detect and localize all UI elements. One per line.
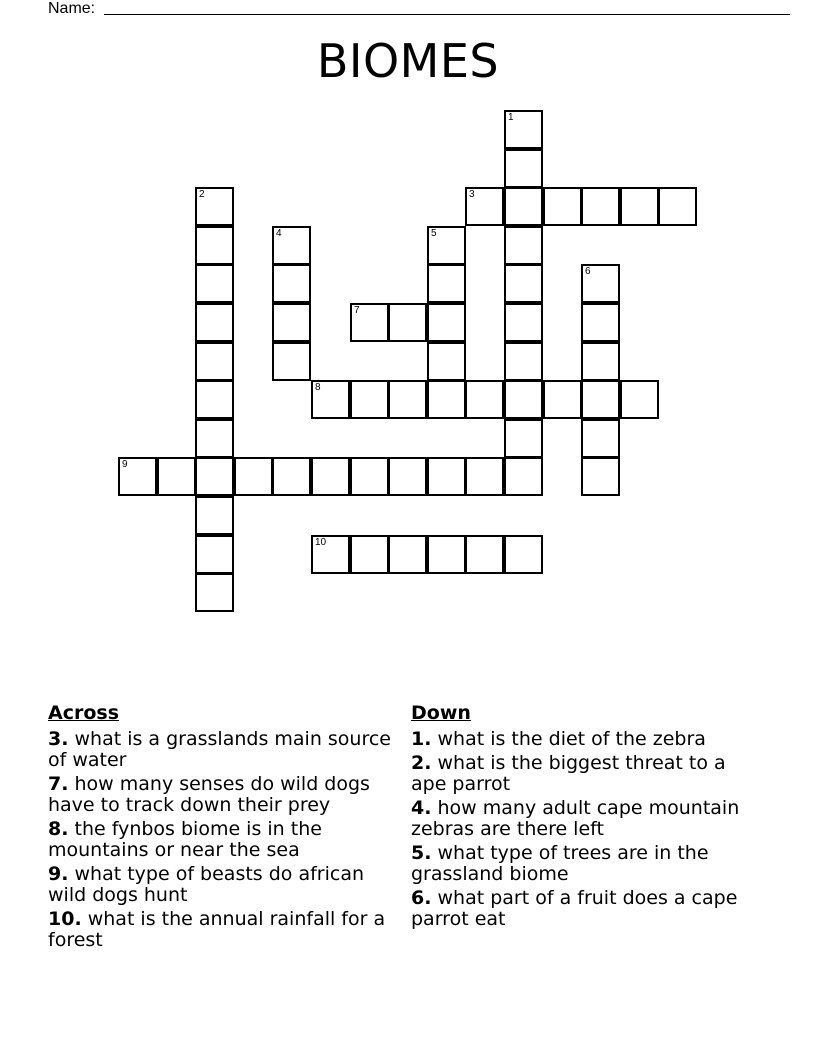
- across-clue: [48, 774, 393, 816]
- grid-cell[interactable]: [427, 342, 466, 381]
- grid-cell[interactable]: [658, 187, 697, 226]
- down-clue: [411, 888, 761, 930]
- clue-num: 6.: [411, 887, 432, 909]
- grid-cell[interactable]: [388, 380, 427, 419]
- grid-cell[interactable]: [581, 380, 620, 419]
- clue-number: 9: [122, 459, 128, 470]
- clue-num: 2.: [411, 752, 432, 774]
- grid-cell[interactable]: [504, 535, 543, 574]
- clue-number: 3: [469, 189, 475, 200]
- grid-cell[interactable]: [272, 457, 311, 496]
- cell-3[interactable]: [465, 187, 504, 226]
- grid-cell[interactable]: [195, 573, 234, 612]
- grid-cell[interactable]: [543, 187, 582, 226]
- grid-cell[interactable]: [504, 264, 543, 303]
- grid-cell[interactable]: [504, 457, 543, 496]
- clue-text: what is a grasslands main source of water: [48, 728, 391, 771]
- across-clue: [48, 819, 393, 861]
- across-clue-list: [48, 729, 393, 951]
- clue-num: 1.: [411, 728, 432, 750]
- grid-cell[interactable]: [157, 457, 196, 496]
- grid-cell[interactable]: [581, 342, 620, 381]
- cell-10[interactable]: [311, 535, 350, 574]
- grid-cell[interactable]: [581, 303, 620, 342]
- grid-cell[interactable]: [620, 380, 659, 419]
- clue-number: 8: [315, 382, 321, 393]
- grid-cell[interactable]: [427, 380, 466, 419]
- down-clue-list: [411, 729, 761, 930]
- clue-num: 8.: [48, 818, 69, 840]
- grid-cell[interactable]: [195, 457, 234, 496]
- across-clue: [48, 864, 393, 906]
- down-clue: [411, 729, 761, 750]
- clue-num: 3.: [48, 728, 69, 750]
- grid-cell[interactable]: [504, 419, 543, 458]
- grid-cell[interactable]: [272, 303, 311, 342]
- grid-cell[interactable]: [581, 457, 620, 496]
- clue-number: 4: [276, 228, 282, 239]
- down-clue: [411, 753, 761, 795]
- clue-number: 1: [508, 112, 514, 123]
- clue-number: 7: [354, 305, 360, 316]
- clue-num: 5.: [411, 842, 432, 864]
- across-clue: [48, 729, 393, 771]
- clue-text: what is the annual rainfall for a forest: [48, 908, 386, 951]
- down-clue: [411, 843, 761, 885]
- grid-cell[interactable]: [388, 457, 427, 496]
- grid-cell[interactable]: [234, 457, 273, 496]
- grid-cell[interactable]: [272, 264, 311, 303]
- clue-num: 4.: [411, 797, 432, 819]
- clue-num: 9.: [48, 863, 69, 885]
- grid-cell[interactable]: [427, 303, 466, 342]
- cell-7[interactable]: [350, 303, 389, 342]
- clue-number: 2: [199, 189, 205, 200]
- across-clues: [48, 703, 393, 954]
- grid-cell[interactable]: [465, 457, 504, 496]
- grid-cell[interactable]: [465, 380, 504, 419]
- grid-cell[interactable]: [311, 457, 350, 496]
- down-heading: Down: [411, 702, 471, 724]
- cell-1[interactable]: [504, 110, 543, 149]
- grid-cell[interactable]: [388, 535, 427, 574]
- clue-text: what type of beasts do african wild dogs hunt: [48, 863, 365, 906]
- cell-8[interactable]: [311, 380, 350, 419]
- cell-5[interactable]: [427, 226, 466, 265]
- down-clues: [411, 703, 761, 933]
- grid-cell[interactable]: [504, 226, 543, 265]
- across-clue: [48, 909, 393, 951]
- grid-cell[interactable]: [504, 187, 543, 226]
- grid-cell[interactable]: [427, 264, 466, 303]
- across-heading: Across: [48, 702, 120, 724]
- grid-cell[interactable]: [195, 496, 234, 535]
- cell-4[interactable]: [272, 226, 311, 265]
- cell-6[interactable]: [581, 264, 620, 303]
- grid-cell[interactable]: [504, 380, 543, 419]
- grid-cell[interactable]: [504, 303, 543, 342]
- clue-text: what type of trees are in the grassland biome: [411, 842, 709, 885]
- clue-text: what is the biggest threat to a ape parrot: [411, 752, 726, 795]
- grid-cell[interactable]: [504, 149, 543, 188]
- grid-cell[interactable]: [350, 535, 389, 574]
- grid-cell[interactable]: [620, 187, 659, 226]
- grid-cell[interactable]: [195, 342, 234, 381]
- clue-text: how many senses do wild dogs have to track down their prey: [48, 773, 370, 816]
- grid-cell[interactable]: [350, 457, 389, 496]
- cell-2[interactable]: [195, 187, 234, 226]
- cell-9[interactable]: [118, 457, 157, 496]
- clue-num: 7.: [48, 773, 69, 795]
- grid-cell[interactable]: [427, 457, 466, 496]
- grid-cell[interactable]: [465, 535, 504, 574]
- clue-text: what part of a fruit does a cape parrot eat: [411, 887, 738, 930]
- down-clue: [411, 798, 761, 840]
- name-label: Name:: [48, 0, 96, 17]
- grid-cell[interactable]: [195, 380, 234, 419]
- grid-cell[interactable]: [272, 342, 311, 381]
- clue-number: 10: [315, 537, 327, 548]
- clue-num: 10.: [48, 908, 82, 930]
- clue-number: 5: [431, 228, 437, 239]
- grid-cell[interactable]: [504, 342, 543, 381]
- grid-cell[interactable]: [388, 303, 427, 342]
- grid-cell[interactable]: [581, 187, 620, 226]
- grid-cell[interactable]: [581, 419, 620, 458]
- grid-cell[interactable]: [195, 264, 234, 303]
- grid-cell[interactable]: [350, 380, 389, 419]
- clue-text: the fynbos biome is in the mountains or near the sea: [48, 818, 322, 861]
- clue-text: how many adult cape mountain zebras are there left: [411, 797, 740, 840]
- clue-text: what is the diet of the zebra: [437, 728, 706, 750]
- clue-number: 6: [585, 266, 591, 277]
- grid-cell[interactable]: [195, 419, 234, 458]
- page-title: BIOMES: [316, 34, 500, 88]
- grid-cell[interactable]: [427, 535, 466, 574]
- grid-cell[interactable]: [195, 303, 234, 342]
- grid-cell[interactable]: [195, 535, 234, 574]
- grid-cell[interactable]: [543, 380, 582, 419]
- grid-cell[interactable]: [195, 226, 234, 265]
